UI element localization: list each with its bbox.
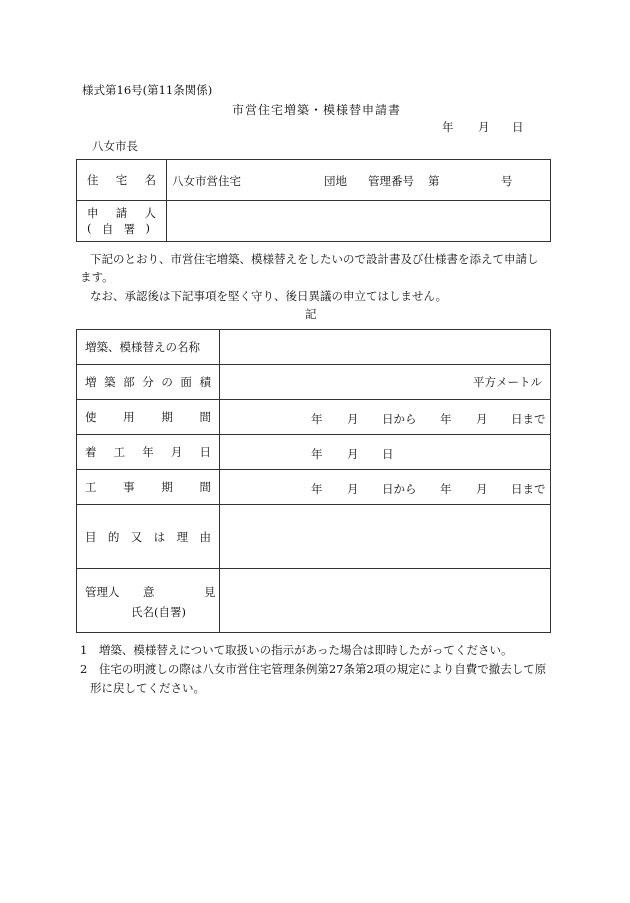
row-start-value[interactable]: 年 月 日 xyxy=(220,435,551,470)
body-para1-line1: 下記のとおり、市営住宅増築、模様替えをしたいので設計書及び仕様書を添えて申請し xyxy=(90,252,539,266)
ki-label: 記 xyxy=(305,307,317,321)
row-manager-value[interactable] xyxy=(220,569,551,633)
details-table xyxy=(76,329,551,633)
kanri-label: 管理番号 xyxy=(368,174,414,188)
housing-value-cell[interactable] xyxy=(167,160,551,201)
row-construction-label: 工 事 期 間 xyxy=(77,470,220,505)
housing-label-cell: 住 宅 名 xyxy=(77,160,167,201)
note-2-line2: 形に戻してください。 xyxy=(90,681,205,695)
row-name-value[interactable] xyxy=(220,330,551,365)
row-area-label: 増 築 部 分 の 面 積 xyxy=(77,365,220,400)
danchi-label: 団地 xyxy=(324,174,347,188)
row-usage-label: 使 用 期 間 xyxy=(77,400,220,435)
note-2-line1: 2 住宅の明渡しの際は八女市営住宅管理条例第27条第2項の規定により自費で撤去して原 xyxy=(80,662,547,676)
row-manager-label: 管理人 意 見 氏名(自署) xyxy=(77,569,220,633)
applicant-label-cell: 申 請 人 ( 自 署 ) xyxy=(77,201,167,242)
page-title: 市営住宅増築・模様替申請書 xyxy=(232,103,402,117)
body-para2: なお、承認後は下記事項を堅く守り、後日異議の申立てはしません。 xyxy=(90,289,448,303)
row-construction-value[interactable]: 年 月 日から 年 月 日まで xyxy=(220,470,551,505)
row-area-value[interactable] xyxy=(220,365,551,400)
area-unit: 平方メートル xyxy=(473,375,542,389)
housing-value: 八女市営住宅 xyxy=(172,174,241,188)
dai-label: 第 xyxy=(428,174,440,188)
go-label: 号 xyxy=(501,174,513,188)
addressee: 八女市長 xyxy=(92,139,138,153)
date-year: 年 xyxy=(442,120,454,134)
note-1: 1 増築、模様替えについて取扱いの指示があった場合は即時したがってください。 xyxy=(80,643,513,657)
form-number: 様式第16号(第11条関係) xyxy=(82,83,213,97)
applicant-value-cell[interactable] xyxy=(167,201,551,242)
row-usage-value[interactable]: 年 月 日から 年 月 日まで xyxy=(220,400,551,435)
date-month: 月 xyxy=(478,120,490,134)
row-purpose-value[interactable] xyxy=(220,505,551,569)
row-purpose-label: 目 的 又 は 理 由 xyxy=(77,505,220,569)
date-day: 日 xyxy=(512,120,524,134)
housing-applicant-table xyxy=(76,159,551,242)
row-name-label: 増築、模様替えの名称 xyxy=(77,330,220,365)
row-start-label: 着 工 年 月 日 xyxy=(77,435,220,470)
body-para1-line2: ます。 xyxy=(80,270,114,284)
